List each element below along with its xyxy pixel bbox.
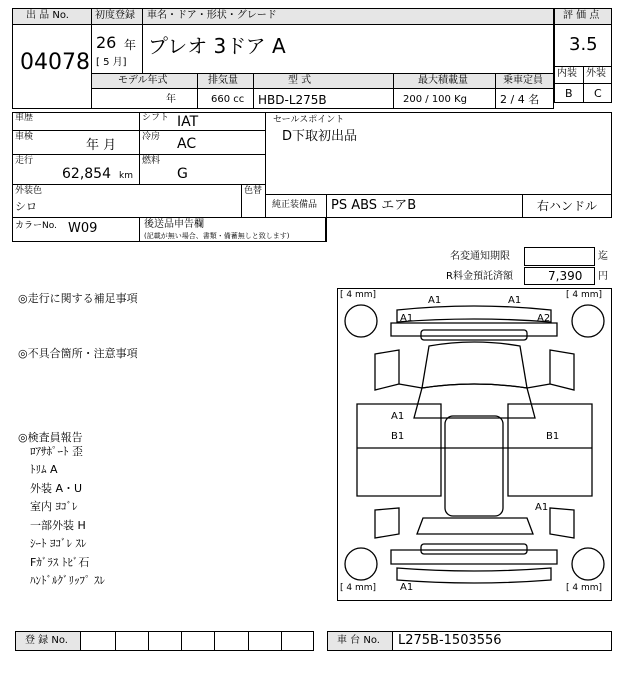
max-load: 200 / 100 Kg	[403, 94, 467, 105]
list-item: ｼｰﾄ ﾖｺﾞﾚ ｽﾚ	[30, 537, 87, 550]
damage-mark: A1	[400, 313, 414, 324]
max-load-label: 最大積載量	[418, 75, 468, 86]
list-item: ﾊﾝﾄﾞﾙｸﾞﾘｯﾌﾟ ｽﾚ	[30, 574, 105, 587]
model-year-label: モデル年式	[118, 75, 168, 86]
exterior-grade: C	[594, 87, 602, 100]
driving-notes-label: ◎走行に関する補足事項	[18, 292, 138, 305]
history-label: 車歴	[15, 113, 34, 123]
list-item: ﾛｱｻﾎﾟｰﾄ 歪	[30, 445, 83, 458]
capacity-label: 乗車定員	[503, 75, 543, 86]
fuel: G	[177, 166, 188, 182]
damage-mark: A1	[535, 502, 549, 513]
chassis-label: 車 台 No.	[337, 635, 380, 646]
first-reg-label: 初度登録	[95, 10, 135, 21]
reg-year: 26	[96, 33, 117, 52]
inspection-label: 車検	[15, 132, 34, 142]
list-item: 一部外装 H	[30, 519, 86, 532]
inspector-label: ◎検査員報告	[18, 431, 83, 444]
steering: 右ハンドル	[537, 199, 598, 213]
shift: IAT	[177, 114, 199, 130]
displacement: 660 cc	[211, 94, 245, 105]
sales-point: D下取初出品	[282, 129, 358, 144]
car-name-label: 車名・ドア・形状・グレード	[147, 10, 277, 21]
damage-mark: A1	[508, 295, 522, 306]
damage-mark: B1	[546, 431, 560, 442]
tire-rear-right: [ 4 mm]	[566, 583, 603, 593]
equipment-label: 純正装備品	[272, 200, 318, 210]
tax-label: 名変通知期限	[450, 251, 510, 262]
color-no-label: カラーNo.	[15, 221, 57, 231]
list-item: Fｶﾞﾗｽ ﾄﾋﾞ石	[30, 556, 90, 569]
lot-number: 04078	[20, 50, 90, 75]
shift-label: シフト	[142, 113, 170, 123]
score-value: 3.5	[569, 34, 598, 55]
recycle-label: R料金預託済額	[446, 271, 513, 282]
damage-mark: B1	[391, 431, 405, 442]
score-label: 評 価 点	[563, 10, 600, 21]
capacity: 2 / 4 名	[500, 93, 540, 106]
interior-label: 内装	[557, 68, 577, 79]
tire-rear-left: [ 4 mm]	[340, 583, 377, 593]
ac-label: 冷房	[142, 132, 161, 142]
model-code: HBD-L275B	[258, 93, 327, 107]
damage-mark: A1	[400, 582, 414, 593]
model-label: 型 式	[288, 75, 312, 86]
reg-month: [ 5 月]	[96, 57, 127, 68]
car-name: プレオ 3ドア A	[148, 34, 286, 58]
model-year: 年	[166, 94, 176, 105]
damage-mark: A1	[391, 411, 405, 422]
tax-value-box	[524, 247, 595, 266]
recycle-value: 7,390	[548, 269, 583, 283]
color-no: W09	[68, 221, 98, 236]
list-item: 室内 ﾖｺﾞﾚ	[30, 500, 78, 513]
list-item: ﾄﾘﾑ A	[30, 463, 58, 476]
inspection: 年 月	[86, 138, 117, 153]
interior-grade: B	[565, 87, 573, 100]
defects-label: ◎不具合箇所・注意事項	[18, 347, 138, 360]
ext-color: シロ	[15, 200, 37, 213]
exterior-label: 外装	[586, 68, 606, 79]
ext-color-label: 外装色	[15, 186, 43, 196]
sales-point-label: セールスポイント	[273, 115, 345, 125]
damage-mark: A2	[537, 313, 551, 324]
tire-front-left: [ 4 mm]	[340, 290, 377, 300]
mileage: 62,854	[62, 166, 111, 182]
damage-mark: A1	[428, 295, 442, 306]
car-diagram-drawing	[337, 288, 612, 601]
reg-no-label: 登 録 No.	[25, 635, 68, 646]
reg-year-unit: 年	[124, 38, 137, 52]
recycle-unit: 円	[598, 271, 608, 282]
fuel-label: 燃料	[142, 156, 161, 166]
mileage-unit: km	[119, 171, 133, 181]
list-item: 外装 A・U	[30, 482, 83, 495]
post-reg-label: 後送品申告欄	[144, 219, 204, 230]
repaint-label: 色替	[244, 186, 263, 196]
post-reg-note: (記載が無い場合、書類・備蓄無しと致します)	[144, 232, 290, 240]
displacement-label: 排気量	[208, 75, 238, 86]
tire-front-right: [ 4 mm]	[566, 290, 603, 300]
tax-unit: 迄	[598, 251, 608, 262]
chassis-no: L275B-1503556	[398, 633, 502, 648]
mileage-label: 走行	[15, 156, 34, 166]
ac: AC	[177, 136, 197, 152]
lot-number-label: 出 品 No.	[26, 10, 69, 21]
equipment: PS ABS エアB	[331, 198, 417, 213]
